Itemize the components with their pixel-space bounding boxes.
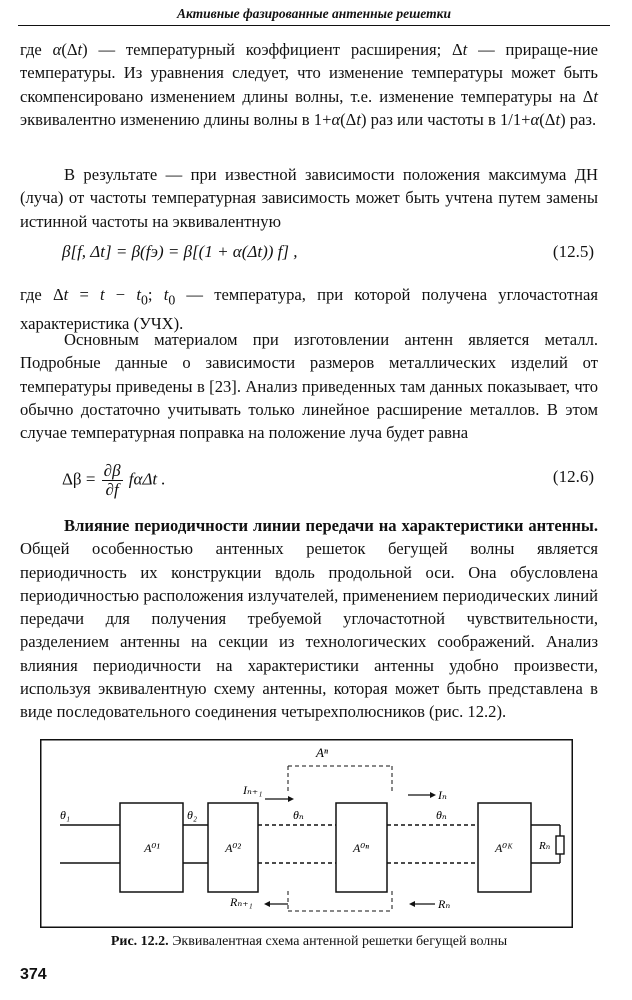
theta-1-label: θ₁	[60, 808, 71, 822]
caption-number: Рис. 12.2.	[110, 934, 169, 949]
p1-text-b: — температурный коэффициент расширения;	[98, 40, 442, 59]
paragraph-4-text: Основным материалом при изготовлении антенн является металл. Подробные данные о зависимости размеров металлических изделий от температуры приведены в [23]. Анализ приведенных там данных показывает, что обычно достаточно учитывать только линейное расширение металлов. В этом случае температурная поправка на положение луча будет равна	[20, 330, 598, 443]
p1-word: где	[20, 40, 42, 59]
formula-12-6-rhs: fαΔt .	[128, 469, 166, 489]
reflection-n-label: Rₙ	[438, 897, 451, 911]
label-a-n: Aⁿ	[315, 745, 329, 760]
fraction-numerator: ∂β	[103, 461, 121, 480]
reflection-arrow-1-head	[264, 901, 270, 907]
page-number: 374	[20, 966, 47, 983]
paragraph-3: где $\Delta t = t - t_0$; $t_0$ — температура, при которой получена углочастотная характеристика (УЧХ).	[20, 285, 599, 333]
section-heading: Влияние периодичности линии передачи на характеристики антенны.	[64, 516, 598, 535]
load-label: Rₙ	[539, 840, 551, 852]
theta-n-label: θₙ	[293, 808, 304, 822]
paragraph-2-text: В результате — при известной зависимости положения максимума ДН (луча) от частоты температурная зависимость может быть учтена путем замены истинной частоты на эквивалентную	[20, 165, 598, 231]
theta-n-right-label: θₙ	[436, 808, 447, 822]
fraction-denominator: ∂f	[105, 480, 119, 499]
theta-2-label: θ₂	[187, 808, 198, 822]
p3-text: — температура, при которой получена углочастотная характеристика (УЧХ).	[20, 285, 599, 333]
formula-12-5-expression: β[f, Δt] = β(fэ) = β[(1 + α(Δt)) f] ,	[62, 242, 298, 261]
paragraph-2	[20, 163, 598, 233]
current-in-label: Iₙ	[438, 788, 447, 802]
block-a02-label: A⁰²	[225, 841, 241, 855]
formula-12-5	[20, 237, 598, 267]
p3-word: где	[20, 285, 42, 304]
equivalent-circuit-diagram	[40, 739, 573, 928]
running-header: Активные фазированные антенные решетки	[18, 6, 610, 26]
paragraph-4	[20, 328, 598, 444]
formula-12-6	[20, 462, 598, 498]
block-a01-label: A⁰¹	[144, 841, 160, 855]
p1-text-f: раз.	[569, 109, 597, 129]
formula-12-5-number: (12.5)	[552, 242, 594, 261]
p1-text-c: — прираще-ние температуры. Из уравнения следует, что изменение температуры может быть скомпенсировано изменением длины волны, т.е. изменение температуры на	[20, 40, 598, 106]
figure-caption	[20, 934, 598, 950]
formula-12-6-fraction	[102, 462, 123, 499]
paragraph-5-text: Общей особенностью антенных решеток бегущей волны является периодичность их конструкции вдоль продольной оси. Она обусловлена периодичностью расположения излучателей, применением периодических линий передачи для получения требуемой углочастотной чувствительности, разделением антенны на секции из технологических соображений. Анализ влияния периодичности на характеристики антенны удобно произвести, используя эквивалентную схему антенны, которая может быть представлена в виде последовательного соединения четырехполюсников (рис. 12.2).	[20, 539, 598, 722]
current-arrow-2-head	[430, 792, 436, 798]
caption-text: Эквивалентная схема антенной решетки бегущей волны	[172, 934, 508, 949]
paragraph-1: где α(Δt) — температурный коэффициент расширения; Δt — прираще-ние температуры. Из уравнения следует, что изменение температуры может быть скомпенсировано изменением длины волны, т.е. изменение температуры на Δt эквивалентно изменению длины волны в 1+α(Δt) раз или частоты в 1/1+α(Δt) раз.	[20, 40, 598, 129]
block-a0n-label: A⁰ⁿ	[353, 841, 369, 855]
block-a0k-label: A⁰ᴷ	[494, 841, 514, 855]
p1-text-e: раз или частоты в	[370, 109, 496, 129]
paragraph-5	[20, 514, 598, 724]
current-arrow-1-head	[288, 796, 294, 802]
formula-12-6-lhs: Δβ =	[62, 469, 96, 489]
p1-text-d: эквивалентно изменению длины волны в	[20, 109, 310, 129]
reflection-n-plus-1-label: Rₙ₊₁	[230, 895, 253, 909]
current-in-plus-1-label: Iₙ₊₁	[243, 783, 263, 797]
load-resistor	[556, 836, 564, 854]
reflection-arrow-2-head	[409, 901, 415, 907]
formula-12-6-number: (12.6)	[552, 467, 594, 486]
